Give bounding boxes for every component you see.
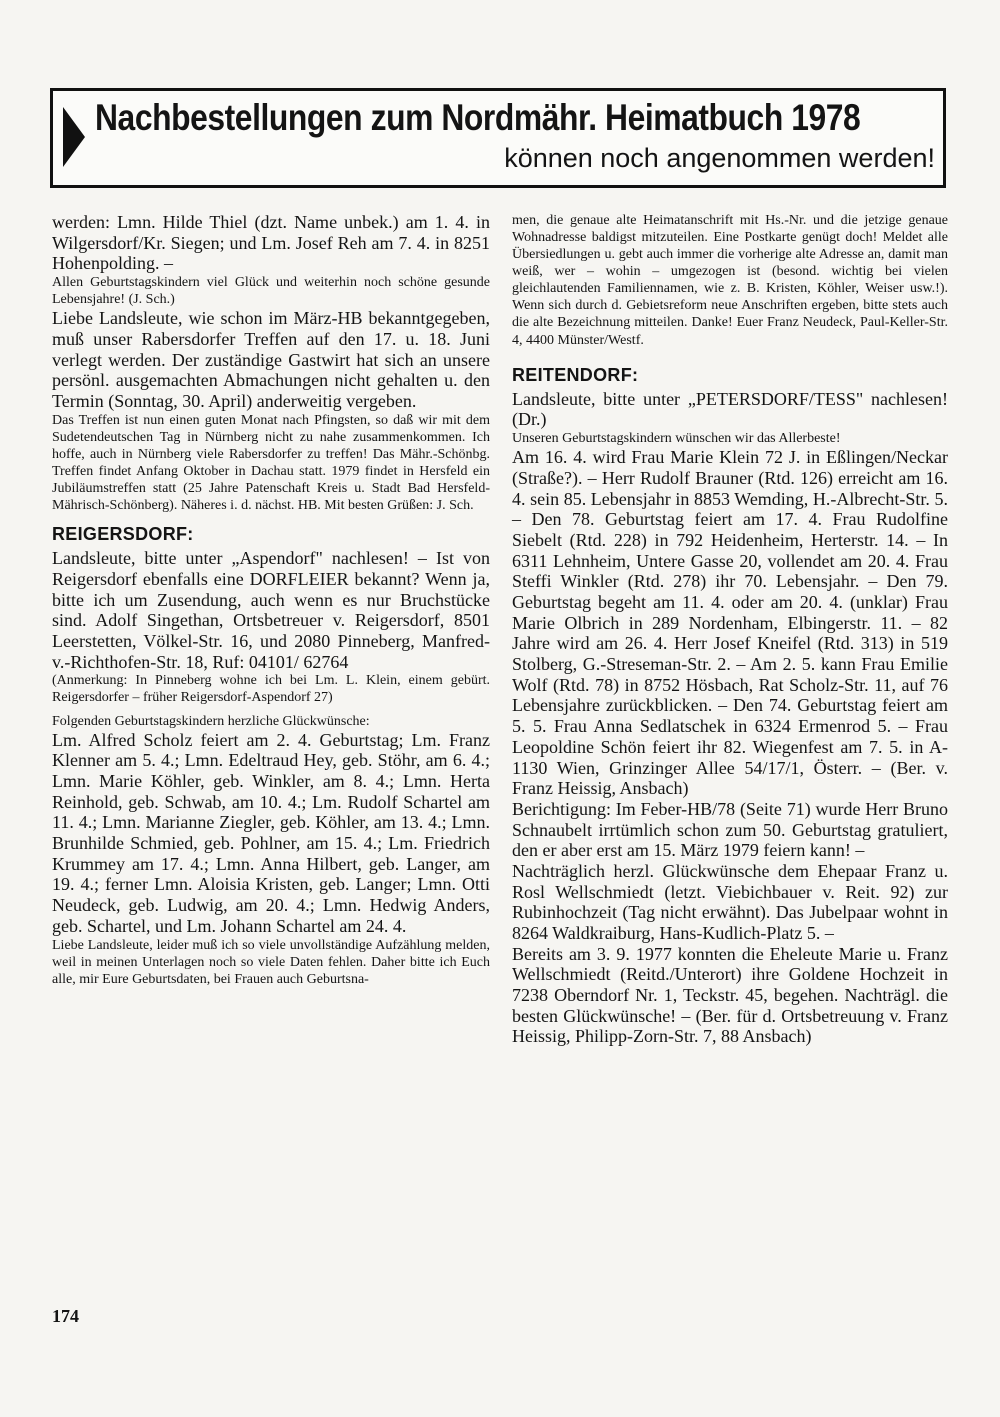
right-column [512, 212, 948, 1047]
announcement-banner [50, 88, 946, 188]
right-paragraph-4: Am 16. 4. wird Frau Marie Klein 72 J. in Eßlingen/Neckar (Straße?). – Herr Rudolf Brauner (Rtd. 126) erreicht am 16. 4. sein 85. Lebensjahr in 8853 Wemding, H.-Albrecht-Str. 5. – Den 78. Geburtstag feiert am 17. 4. Frau Rudolfine Siebelt (Rtd. 228) in 792 Heidenheim, Herterstr. 14. – In 6311 Lehnheim, Untere Gasse 20, vollendet am 20. 4. Frau Steffi Winkler (Rtd. 278) ihr 70. Lebensjahr. – Den 79. Geburtstag begeht am 11. 4. oder am 20. 4. (unklar) Frau Marie Olbrich in 289 Nordenham, Elbingerstr. 11. – 82 Jahre wird am 26. 4. Herr Josef Kneifel (Rtd. 313) in 519 Stolberg, G.-Streseman-Str. 2. – Am 2. 5. kann Frau Emilie Wolf (Rtd. 78) in 8752 Hösbach, Rat Scholz-Str. 11, auf 76 Lebensjahre zurückblicken. – Den 74. Geburtstag feiert am 5. 5. Frau Anna Sedlatschek in 6324 Ermenrod 5. – Frau Leopoldine Schön feiert ihr 82. Wiegenfest am 7. 5. in A-1130 Wien, Grinzinger Allee 54/17/1, Österr. – (Ber. v. Franz Heissig, Ansbach) [512, 447, 948, 799]
right-paragraph-6: Nachträglich herzl. Glückwünsche dem Ehepaar Franz u. Rosl Wellschmiedt (letzt. Viebichbauer v. Reit. 92) zur Rubinhochzeit (Tag nicht erwähnt). Das Jubelpaar wohnt in 8264 Waldkraiburg, Hans-Kudlich-Platz 5. – [512, 860, 948, 944]
banner-title: Nachbestellungen zum Nordmähr. Heimatbuch 1978 [95, 97, 861, 138]
left-paragraph-7: Folgenden Geburtstagskindern herzliche Glückwünsche: [52, 713, 370, 729]
right-paragraph-1: men, die genaue alte Heimatanschrift mit Hs.-Nr. und die jetzige genaue Wohnadresse baldigst mitzuteilen. Eine Postkarte genügt doch! Meldet alle Übersiedlungen u. gebt auch immer die vorherige alte Adresse an, damit man weiß, wer – wohin – umgezogen ist (besond. wichtig bei vielen gleichlautenden Familiennamen, wie z. B. Kristen, Köhler, Weiser usw.!). Wenn sich durch d. Gebietsreform neue Anschriften ergeben, bitte stets auch die alte Bezeichnung mitteilen. Danke! Euer Franz Neudeck, Paul-Keller-Str. 4, 4400 Münster/Westf. [512, 213, 948, 348]
left-paragraph-1: werden: Lmn. Hilde Thiel (dzt. Name unbek.) am 1. 4. in Wilgersdorf/Kr. Siegen; und Lm. Josef Reh am 7. 4. in 8251 Hohenpolding. – [52, 212, 490, 274]
left-paragraph-4: Das Treffen ist nun einen guten Monat nach Pfingsten, so daß wir mit dem Sudetendeutschen Tag in Nürnberg nicht zu nahe zusammenkommen. Ich hoffe, auch in Nürnberg viele Rabersdorfer zu treffen! Das Mähr.-Schönbg. Treffen findet Anfang Oktober in Dachau statt. 1979 findet in Hersfeld ein Jubiläumstreffen statt (25 Jahre Patenschaft Kreis u. Stadt Bad Hersfeld-Mährisch-Schönberg). Näheres i. d. nächst. HB. Mit besten Grüßen: J. Sch. [52, 412, 490, 514]
heading-reitendorf: REITENDORF: [512, 364, 639, 385]
right-paragraph-2: Landsleute, bitte unter „PETERSDORF/TESS" nachlesen! (Dr.) [512, 388, 948, 430]
left-column [52, 212, 490, 988]
right-paragraph-3: Unseren Geburtstagskindern wünschen wir das Allerbeste! [512, 431, 841, 447]
left-paragraph-3: Liebe Landsleute, wie schon im März-HB bekanntgegeben, muß unser Rabersdorfer Treffen auf den 17. u. 18. Juni verlegt werden. Der zuständige Gastwirt hat sich an unsere persönl. ausgemachten Abmachungen nicht gehalten u. den Termin (Sonntag, 30. April) anderweitig vergeben. [52, 308, 490, 411]
right-paragraph-5: Berichtigung: Im Feber-HB/78 (Seite 71) wurde Herr Bruno Schnaubelt irrtümlich schon zum 50. Geburtstag gratuliert, den er aber erst am 15. März 1979 feiern kann! – [512, 798, 948, 861]
triangle-arrow-icon [63, 107, 85, 167]
heading-reigersdorf: REIGERSDORF: [52, 524, 194, 545]
left-paragraph-9: Liebe Landsleute, leider muß ich so viele unvollständige Aufzählung melden, weil in meinen Unterlagen noch so viele Daten fehlen. Daher bitte ich Euch alle, mir Eure Geburtsdaten, bei Frauen auch Geburtsna- [52, 937, 490, 987]
right-paragraph-7: Bereits am 3. 9. 1977 konnten die Eheleute Marie u. Franz Wellschmiedt (Reitd./Unterort) ihre Goldene Hochzeit in 7238 Oberndorf Nr. 1, Teckstr. 45, begehen. Nachträgl. die besten Glückwünsche! – (Ber. für d. Ortsbetreuung v. Franz Heissig, Philipp-Zorn-Str. 7, 88 Ansbach) [512, 943, 948, 1047]
banner-subtitle: können noch angenommen werden! [504, 143, 935, 173]
left-paragraph-5: Landsleute, bitte unter „Aspendorf" nachlesen! – Ist von Reigersdorf ebenfalls eine DORFLEIER bekannt? Wenn ja, bitte ich um Zusendung, auch wenn es nur Bruchstücke sind. Adolf Singethan, Ortsbetreuer v. Reigersdorf, 8501 Leerstetten, Völkel-Str. 16, und 2080 Pinneberg, Manfred-v.-Richthofen-Str. 18, Ruf: 04101/ 62764 [52, 548, 490, 672]
left-paragraph-2: Allen Geburtstagskindern viel Glück und weiterhin noch schöne gesunde Lebensjahre! (J. Sch.) [52, 275, 490, 308]
left-paragraph-8: Lm. Alfred Scholz feiert am 2. 4. Geburtstag; Lm. Franz Klenner am 5. 4.; Lmn. Edeltraud Hey, geb. Stöhr, am 6. 4.; Lmn. Marie Köhler, geb. Winkler, am 8. 4.; Lmn. Herta Reinhold, geb. Schwab, am 10. 4.; Lm. Rudolf Schartel am 11. 4.; Lmn. Marianne Ziegler, geb. Köhler, am 13. 4.; Lmn. Brunhilde Schmied, geb. Pohlner, am 15. 4.; Lm. Friedrich Krummey am 17. 4.; Lmn. Anna Hilbert, geb. Langer, am 19. 4.; ferner Lmn. Aloisia Kristen, geb. Langer; Lmn. Otti Neudeck, geb. Ludwig, am 20. 4.; Lmn. Hedwig Anders, geb. Schartel, und Lm. Johann Schartel am 24. 4. [52, 729, 490, 936]
page-number: 174 [52, 1306, 79, 1326]
left-paragraph-6: (Anmerkung: In Pinneberg wohne ich bei Lm. L. Klein, einem gebürt. Reigersdorfer – früher Reigersdorf-Aspendorf 27) [52, 673, 490, 706]
